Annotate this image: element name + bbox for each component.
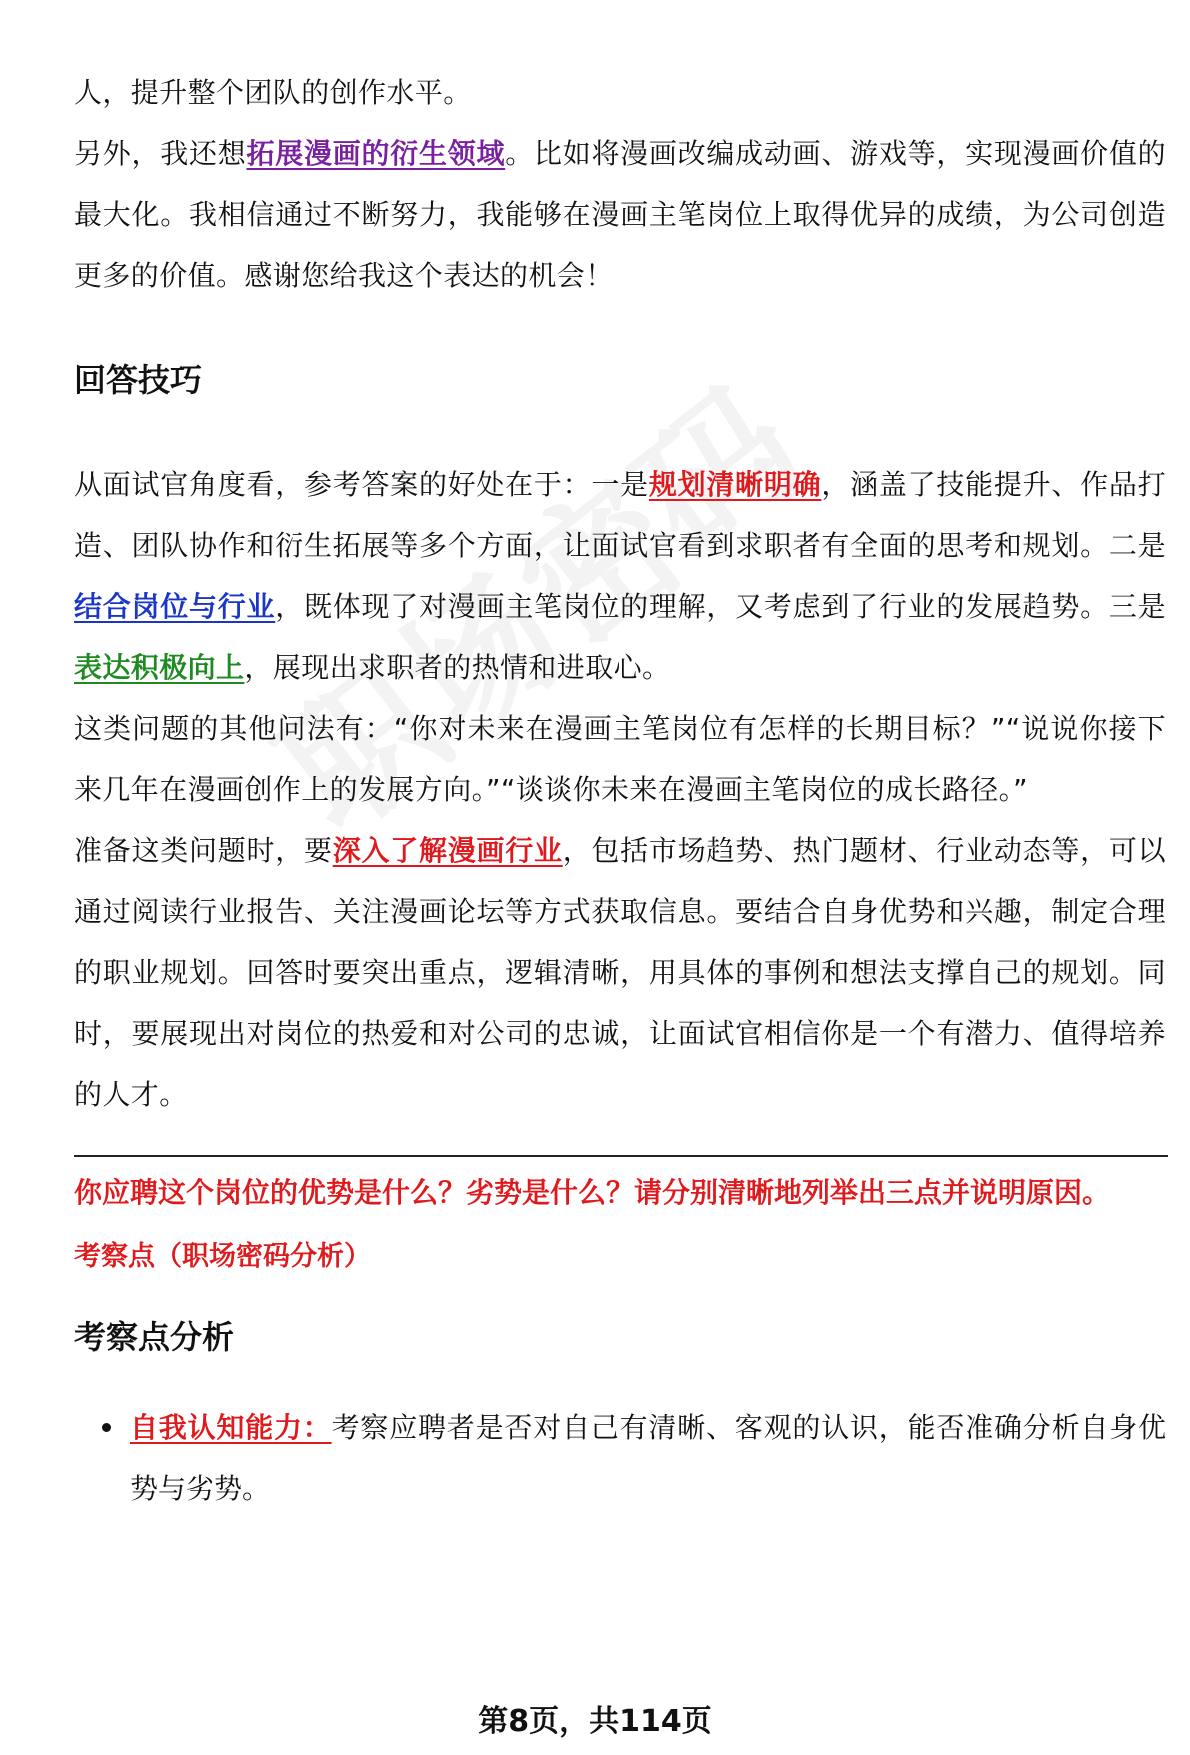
text-run: ，包括市场趋势、热门题材、行业动态等，可以通过阅读行业报告、关注漫画论坛等方式获取信息。要结合自身优势和兴趣，制定合理的职业规划。回答时要突出重点，逻辑清晰，用具体的事例和想法支撑自己的规划。同时，要展现出对岗位的热爱和对公司的忠诚，让面试官相信你是一个有潜力、值得培养的人才。 [74,834,1166,1111]
list-item [74,1397,1166,1519]
paragraph-continued: 人，提升整个团队的创作水平。 [74,76,472,109]
text-run: 另外，我还想 [74,137,247,170]
text-run: ，既体现了对漫画主笔岗位的理解，又考虑到了行业的发展趋势。三是 [275,590,1167,623]
paragraph-other-questions: 这类问题的其他问法有：“你对未来在漫画主笔岗位有怎样的长期目标？”“说说你接下来几年在漫画创作上的发展方向。”“谈谈你未来在漫画主笔岗位的成长路径。” [74,712,1166,806]
text-run: 。比如将漫画改编成动画、游戏等，实现漫画价值的最大化。我相信通过不断努力，我能够在漫画主笔岗位上取得优异的成绩，为公司创造更多的价值。感谢您给我这个表达的机会！ [74,137,1167,292]
highlight-position-industry: 结合岗位与行业 [74,590,276,623]
bullet-icon [102,1423,111,1432]
text-run: 准备这类问题时，要 [74,834,333,867]
paragraph-derivative [74,123,1166,306]
assessment-point-label: 考察点（职场密码分析） [74,1241,371,1272]
text-run: ，展现出求职者的热情和进取心。 [244,651,671,684]
text-run: ，涵盖了技能提升、作品打造、团队协作和衍生拓展等多个方面，让面试官看到求职者有全面的思考和规划。二是 [74,468,1166,562]
section-divider [74,1155,1168,1157]
highlight-positive: 表达积极向上 [74,651,245,684]
page-number: 第8页，共114页 [478,1704,712,1739]
paragraph-preparation [74,820,1166,1125]
heading-answer-tips: 回答技巧 [74,361,203,399]
highlight-derivative-field: 拓展漫画的衍生领域 [246,137,506,170]
bullet-text: 考察应聘者是否对自己有清晰、客观的认识，能否准确分析自身优势与劣势。 [130,1411,1166,1505]
bullet-label: 自我认知能力： [130,1411,332,1444]
paragraph-tips [74,454,1166,698]
analysis-list [74,1397,1166,1519]
page-content [74,62,1166,1519]
interview-question: 你应聘这个岗位的优势是什么？劣势是什么？请分别清晰地列举出三点并说明原因。 [74,1176,1111,1209]
highlight-clear-plan: 规划清晰明确 [648,468,822,501]
heading-analysis: 考察点分析 [74,1318,235,1356]
highlight-industry-knowledge: 深入了解漫画行业 [332,834,563,867]
text-run: 从面试官角度看，参考答案的好处在于：一是 [74,468,649,501]
